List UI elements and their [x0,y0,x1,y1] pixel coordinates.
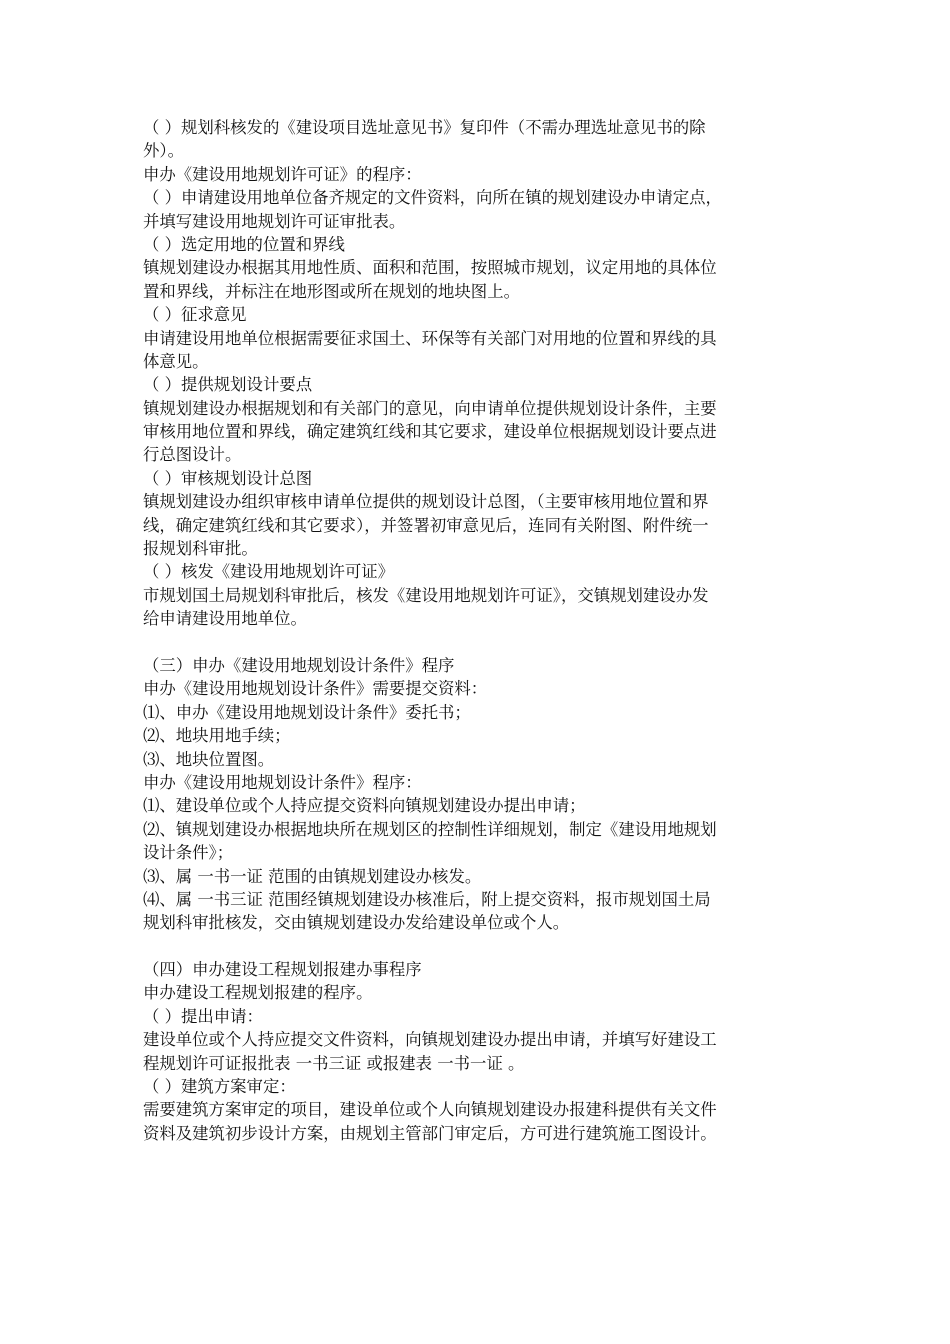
text-line: （ ）申请建设用地单位备齐规定的文件资料，向所在镇的规划建设办申请定点， [143,188,722,208]
text-line: 设计条件》； [143,843,234,863]
text-line: 申办《建设用地规划许可证》的程序： [143,164,422,184]
text-line: 申办建设工程规划报建的程序。 [143,983,373,1003]
text-line: （三）申办《建设用地规划设计条件》程序 [143,655,455,675]
text-line: ⑴、建设单位或个人持应提交资料向镇规划建设办提出申请； [143,796,586,816]
text-line: ⑵、镇规划建设办根据地块所在规划区的控制性详细规划，制定《建设用地规划 [143,819,717,839]
text-line: ⑷、属 一书三证 范围经镇规划建设办核准后，附上提交资料，报市规划国土局 [143,889,711,909]
text-line: ⑶、属 一书一证 范围的由镇规划建设办核发。 [143,866,482,886]
text-line: （ ）选定用地的位置和界线 [143,234,345,254]
text-line: 并填写建设用地规划许可证审批表。 [143,211,406,231]
text-line: 建设单位或个人持应提交文件资料，向镇规划建设办提出申请，并填写好建设工 [143,1030,717,1050]
text-line: 外）。 [143,141,184,161]
text-line: 体意见。 [143,351,209,371]
text-line: 市规划国土局规划科审批后，核发《建设用地规划许可证》，交镇规划建设办发 [143,585,709,605]
text-line: 线，确定建筑红线和其它要求），并签署初审意见后，连同有关附图、附件统一 [143,515,709,535]
text-line: 置和界线，并标注在地形图或所在规划的地块图上。 [143,281,520,301]
text-line: 规划科审批核发，交由镇规划建设办发给建设单位或个人。 [143,913,570,933]
text-line: ⑶、地块位置图。 [143,749,275,769]
text-line: 资料及建筑初步设计方案，由规划主管部门审定后，方可进行建筑施工图设计。 [143,1123,717,1143]
text-line: （ ）建筑方案审定： [143,1077,296,1097]
text-line: 报规划科审批。 [143,539,258,559]
text-line: 申请建设用地单位根据需要征求国土、环保等有关部门对用地的位置和界线的具 [143,328,717,348]
blank-line [143,935,813,958]
text-line: ⑵、地块用地手续； [143,726,291,746]
text-line: 审核用地位置和界线，确定建筑红线和其它要求，建设单位根据规划设计要点进 [143,422,717,442]
text-line: 申办《建设用地规划设计条件》需要提交资料： [143,679,488,699]
text-line: （ ）提出申请： [143,1006,263,1026]
text-line: 程规划许可证报批表 一书三证 或报建表 一书一证 。 [143,1053,525,1073]
text-line: 行总图设计。 [143,445,242,465]
text-line: （ ）规划科核发的《建设项目选址意见书》复印件（不需办理选址意见书的除 [143,118,706,137]
text-line: 需要建筑方案审定的项目，建设单位或个人向镇规划建设办报建科提供有关文件 [143,1100,717,1120]
text-line: ⑴、申办《建设用地规划设计条件》委托书； [143,702,471,722]
text-line: （ ）提供规划设计要点 [143,375,313,395]
text-line: （四）申办建设工程规划报建办事程序 [143,960,422,980]
blank-line [143,631,813,654]
text-line: （ ）征求意见 [143,305,247,325]
text-line: （ ）审核规划设计总图 [143,468,313,488]
text-line: 给申请建设用地单位。 [143,609,307,629]
document-body [143,116,813,1145]
text-line: 镇规划建设办根据规划和有关部门的意见，向申请单位提供规划设计条件，主要 [143,398,717,418]
text-line: （ ）核发《建设用地规划许可证》 [143,562,395,582]
text-line: 镇规划建设办根据其用地性质、面积和范围，按照城市规划，议定用地的具体位 [143,258,717,278]
text-line: 申办《建设用地规划设计条件》程序： [143,772,422,792]
text-line: 镇规划建设办组织审核申请单位提供的规划设计总图，（主要审核用地位置和界 [143,492,709,512]
